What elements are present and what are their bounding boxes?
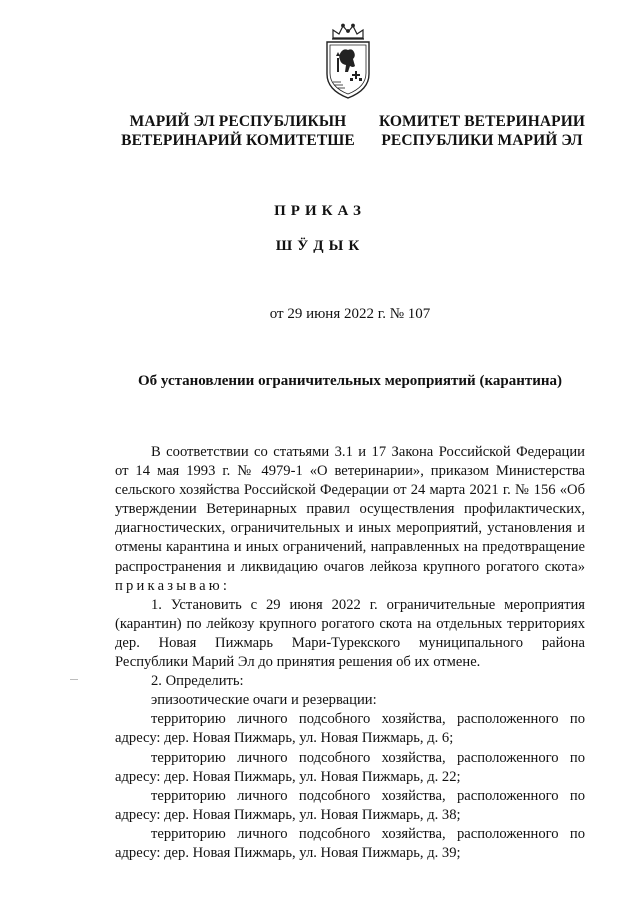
issuer-name-mari bbox=[108, 112, 368, 150]
issuer-ru-line-1: КОМИТЕТ ВЕТЕРИНАРИИ bbox=[378, 113, 586, 130]
foci-list-item: территорию личного подсобного хозяйства, расположенного по адресу: дер. Новая Пижмарь, ул. Новая Пижмарь, д. 39; bbox=[115, 825, 585, 861]
order-word: приказываю: bbox=[115, 577, 231, 594]
margin-mark bbox=[70, 679, 78, 680]
order-subject: Об установлении ограничительных мероприятий (карантина) bbox=[137, 373, 562, 389]
foci-list-item: территорию личного подсобного хозяйства, расположенного по адресу: дер. Новая Пижмарь, ул. Новая Пижмарь, д. 22; bbox=[115, 749, 585, 785]
date-and-number bbox=[0, 306, 640, 323]
coat-of-arms-emblem bbox=[319, 22, 377, 100]
document-type-mari: ШӰДЫК bbox=[275, 238, 365, 254]
order-body bbox=[115, 443, 585, 863]
order-number: № 107 bbox=[389, 306, 431, 322]
document-type-russian: ПРИКАЗ bbox=[274, 203, 366, 219]
order-date: от 29 июня 2022 г. bbox=[269, 306, 386, 322]
foci-list-item: территорию личного подсобного хозяйства, расположенного по адресу: дер. Новая Пижмарь, ул. Новая Пижмарь, д. 38; bbox=[115, 787, 585, 823]
issuer-name-russian bbox=[362, 112, 602, 150]
preamble-text: В соответствии со статьями 3.1 и 17 Закона Российской Федерации от 14 мая 1993 г. № 4979-1 «О ветеринарии», приказом Министерства сельского хозяйства Российской Федерации от 24 марта 2021 г. № 156 «Об утверждении Ветеринарных правил осуществления профилактических, диагностических, ограничительных и иных мероприятий, установления и отмены карантина и иных ограничений, направленных на предотвращение распространения и ликвидацию очагов лейкоза крупного рогатого скота» bbox=[115, 444, 585, 575]
item-1-paragraph: 1. Установить с 29 июня 2022 г. ограничительные мероприятия (карантин) по лейкозу крупного рогатого скота на отдельных территориях дер. Новая Пижмарь Мари-Турекского муниципального района Республики Марий Эл до принятия решения об их отмене. bbox=[115, 596, 585, 671]
issuer-ru-line-2: РЕСПУБЛИКИ МАРИЙ ЭЛ bbox=[381, 132, 583, 149]
issuer-mari-line-1: МАРИЙ ЭЛ РЕСПУБЛИКЫН bbox=[129, 113, 347, 130]
item-2-paragraph: 2. Определить: bbox=[151, 673, 244, 690]
issuer-mari-line-2: ВЕТЕРИНАРИЙ КОМИТЕТШЕ bbox=[121, 132, 355, 149]
foci-list-item: территорию личного подсобного хозяйства, расположенного по адресу: дер. Новая Пижмарь, ул. Новая Пижмарь, д. 6; bbox=[115, 711, 585, 747]
preamble-paragraph bbox=[115, 443, 585, 596]
foci-heading: эпизоотические очаги и резервации: bbox=[151, 692, 377, 709]
